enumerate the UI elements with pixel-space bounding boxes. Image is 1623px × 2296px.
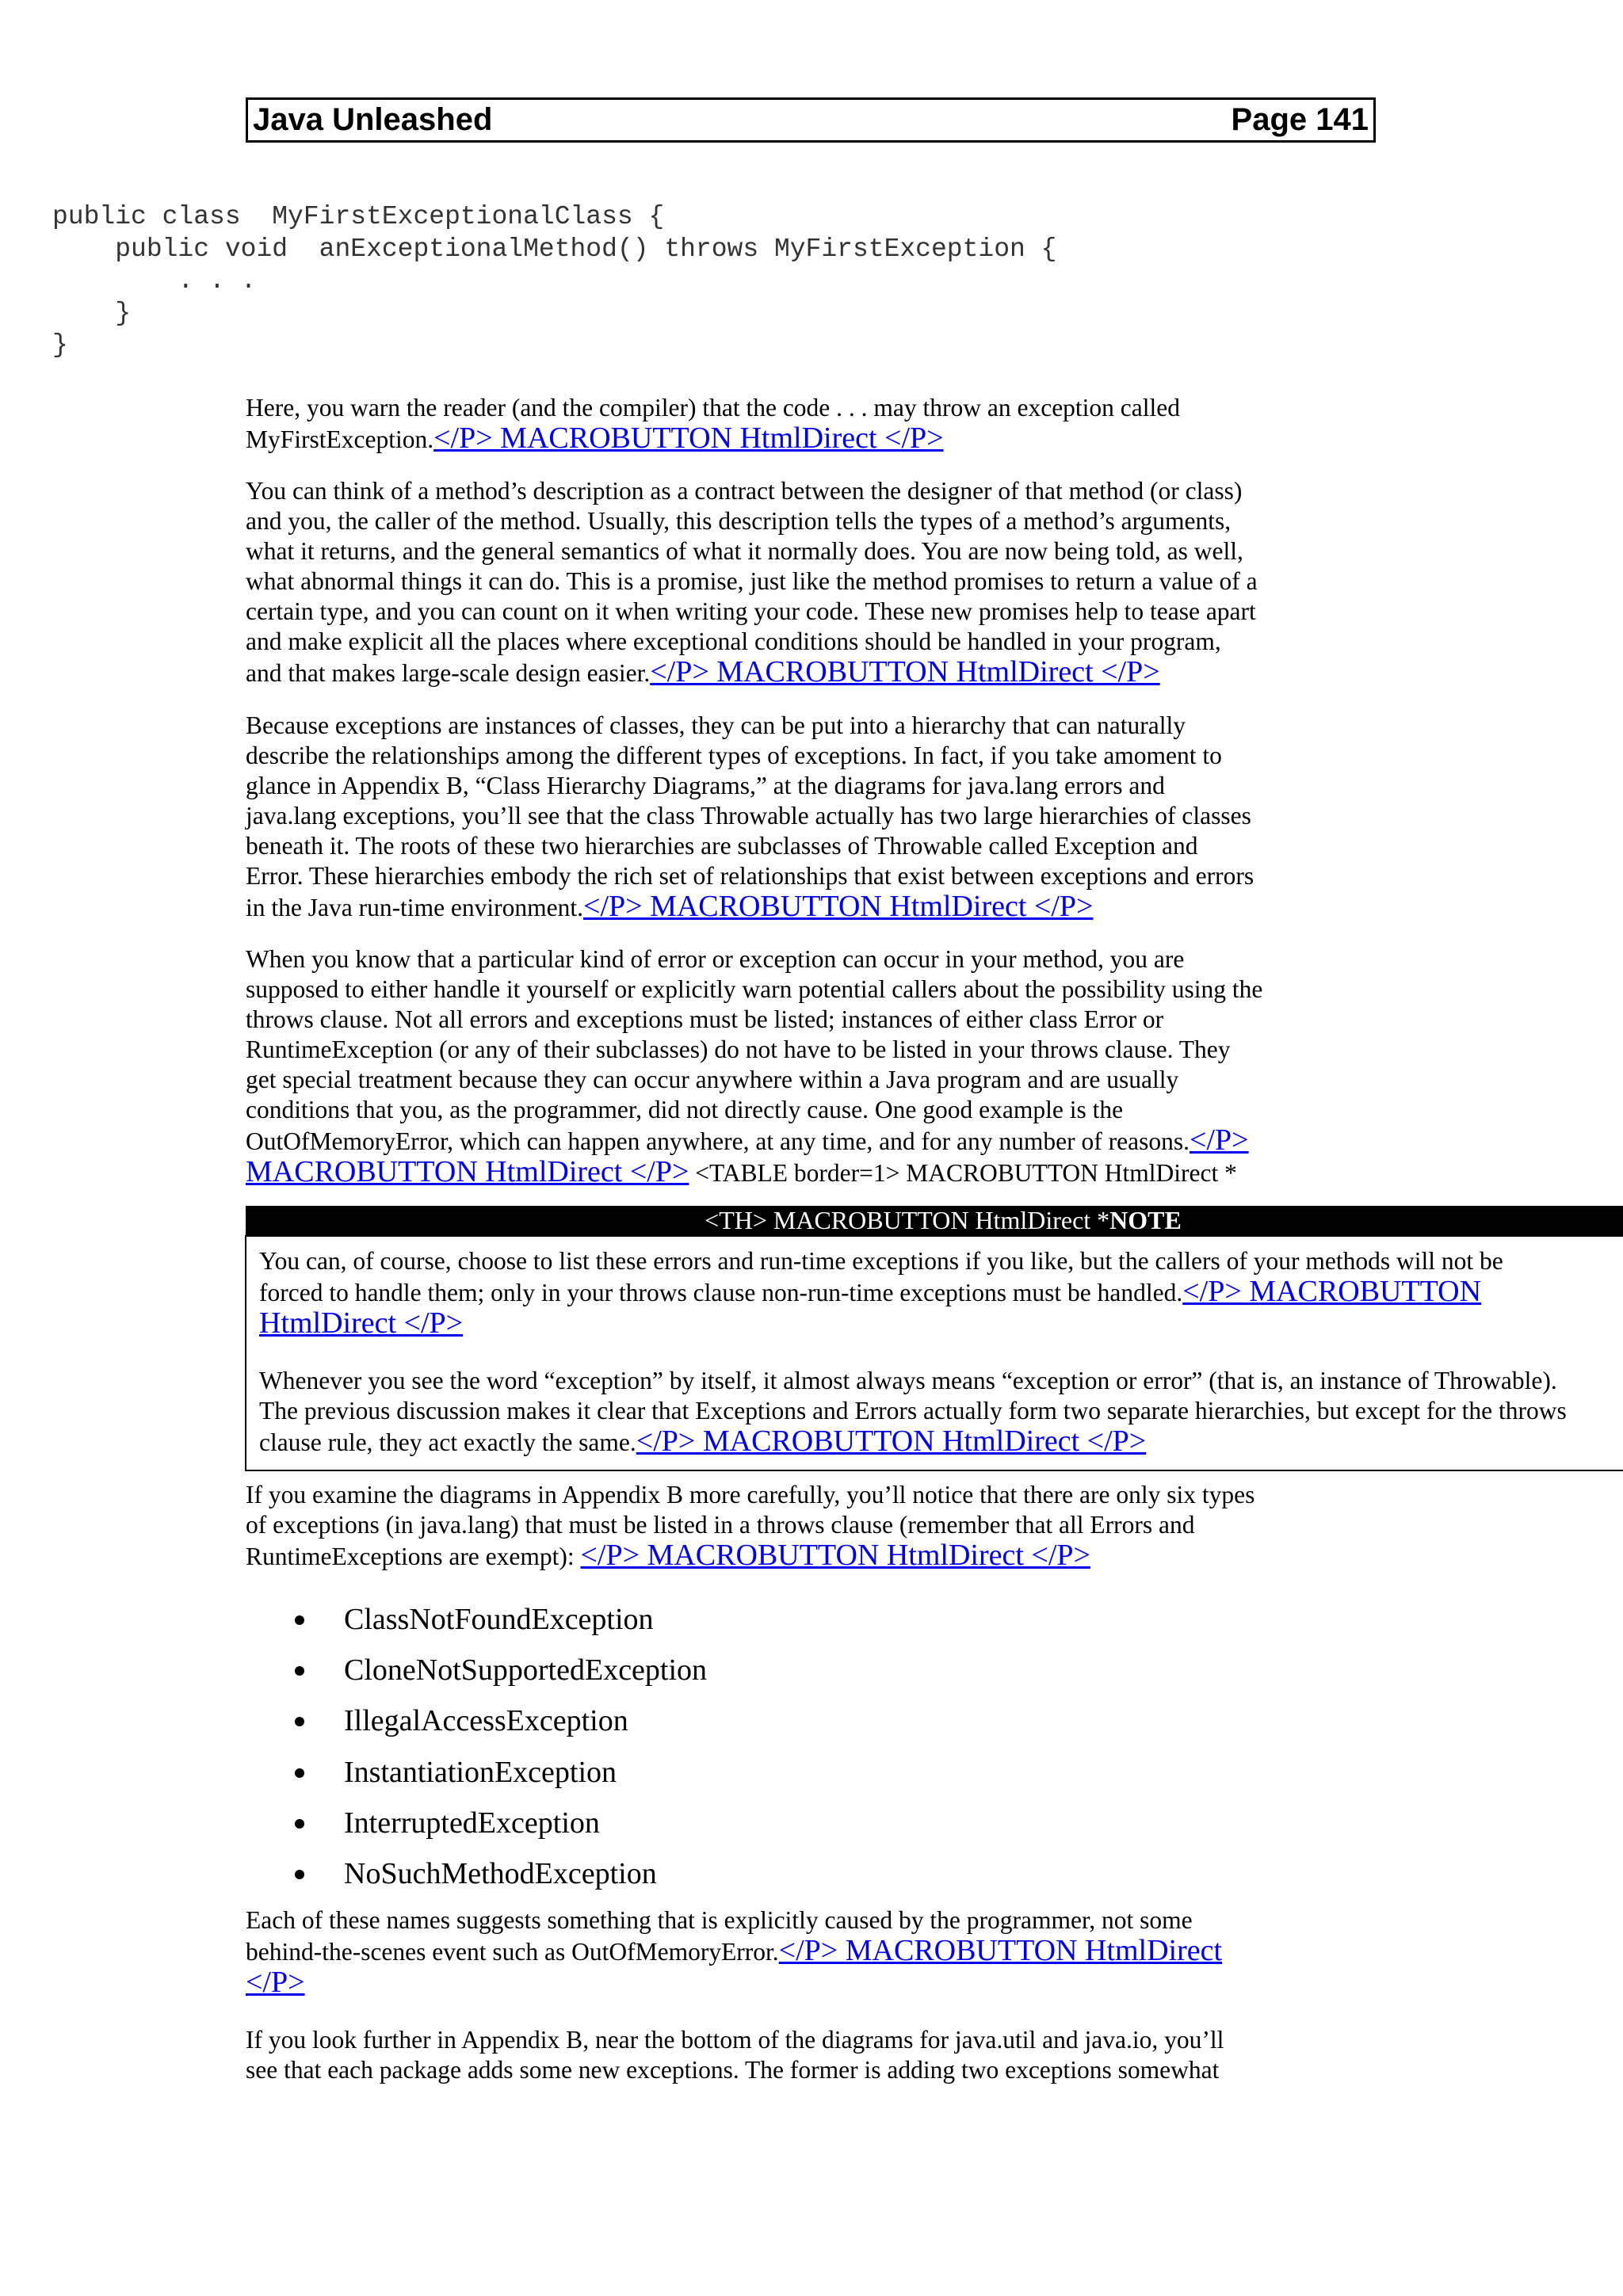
text-line: and you, the caller of the method. Usually, this description tells the types of a method’s arguments, xyxy=(246,507,1232,535)
note-paragraph-1 xyxy=(259,1246,1503,1340)
paragraph-1 xyxy=(246,393,1180,455)
page-header xyxy=(246,97,1376,143)
text-line: glance in Appendix B, “Class Hierarchy Diagrams,” at the diagrams for java.lang errors and xyxy=(246,772,1165,799)
text-line: forced to handle them; only in your throws clause non-run-time exceptions must be handled. xyxy=(259,1279,1183,1306)
text-line: You can, of course, choose to list these errors and run-time exceptions if you like, but the callers of your methods will not be xyxy=(259,1247,1503,1275)
list-item: CloneNotSupportedException xyxy=(295,1645,707,1695)
macrobutton-link[interactable]: </P> MACROBUTTON HtmlDirect </P> xyxy=(650,655,1160,688)
text-line: The previous discussion makes it clear that Exceptions and Errors actually form two separate hierarchies, but except for the throws xyxy=(259,1397,1567,1425)
text-line: OutOfMemoryError, which can happen anywhere, at any time, and for any number of reasons. xyxy=(246,1127,1190,1155)
list-item: InterruptedException xyxy=(295,1798,707,1848)
text-line: supposed to either handle it yourself or explicitly warn potential callers about the possibility using the xyxy=(246,975,1263,1003)
code-block: public class MyFirstExceptionalClass { public void anExceptionalMethod() throws MyFirstException { . . . } } xyxy=(52,202,1057,360)
text-line: Here, you warn the reader (and the compiler) that the code . . . may throw an exception called xyxy=(246,394,1181,421)
text-line: beneath it. The roots of these two hierarchies are subclasses of Throwable called Exception and xyxy=(246,832,1198,860)
paragraph-7 xyxy=(246,2025,1224,2085)
macrobutton-link[interactable]: </P> MACROBUTTON HtmlDirect </P> xyxy=(580,1539,1090,1572)
list-item: NoSuchMethodException xyxy=(295,1848,707,1899)
text-line: throws clause. Not all errors and exceptions must be listed; instances of either class Error or xyxy=(246,1005,1164,1033)
list-item: IllegalAccessException xyxy=(295,1695,707,1746)
text-line: If you examine the diagrams in Appendix B more carefully, you’ll notice that there are only six types xyxy=(246,1481,1255,1508)
paragraph-3 xyxy=(246,711,1254,923)
paragraph-6 xyxy=(246,1905,1222,1999)
macrobutton-link[interactable]: </P> MACROBUTTON HtmlDirect </P> xyxy=(433,421,944,455)
note-header-prefix: <TH> MACROBUTTON HtmlDirect * xyxy=(705,1206,1110,1234)
text-line: behind-the-scenes event such as OutOfMemoryError. xyxy=(246,1938,779,1966)
text-line: MyFirstException. xyxy=(246,425,434,453)
text-line: Each of these names suggests something that is explicitly caused by the programmer, not some xyxy=(246,1906,1193,1934)
text-line: clause rule, they act exactly the same. xyxy=(259,1428,636,1456)
text-line: Because exceptions are instances of classes, they can be put into a hierarchy that can naturally xyxy=(246,711,1186,739)
text-line: see that each package adds some new exceptions. The former is adding two exceptions somewhat xyxy=(246,2056,1220,2084)
paragraph-2 xyxy=(246,476,1258,688)
macrobutton-link[interactable]: </P> MACROBUTTON HtmlDirect </P> xyxy=(583,890,1094,923)
text-line: If you look further in Appendix B, near the bottom of the diagrams for java.util and java.io, you’ll xyxy=(246,2026,1224,2054)
macrobutton-link[interactable]: HtmlDirect </P> xyxy=(259,1306,464,1340)
note-box xyxy=(245,1235,1623,1471)
macrobutton-link[interactable]: MACROBUTTON HtmlDirect </P> xyxy=(246,1155,689,1188)
text-line: RuntimeException (or any of their subclasses) do not have to be listed in your throws clause. They xyxy=(246,1035,1231,1063)
text-line: Error. These hierarchies embody the rich set of relationships that exist between exceptions and errors xyxy=(246,862,1254,890)
text-line: Whenever you see the word “exception” by itself, it almost always means “exception or error” (that is, an instance of Throwable). xyxy=(259,1367,1557,1394)
macrobutton-link[interactable]: </P> xyxy=(246,1966,305,1999)
text-line: of exceptions (in java.lang) that must be listed in a throws clause (remember that all Errors and xyxy=(246,1511,1195,1539)
paragraph-5 xyxy=(246,1480,1254,1572)
text-line: When you know that a particular kind of error or exception can occur in your method, you are xyxy=(246,945,1185,973)
text-line: and that makes large-scale design easier. xyxy=(246,659,651,687)
text-line: java.lang exceptions, you’ll see that the class Throwable actually has two large hierarchies of classes xyxy=(246,802,1251,830)
note-header xyxy=(246,1206,1623,1235)
macrobutton-link[interactable]: </P> MACROBUTTON HtmlDirect xyxy=(778,1934,1223,1967)
list-item: ClassNotFoundException xyxy=(295,1594,707,1645)
text-line: what abnormal things it can do. This is a promise, just like the method promises to return a value of a xyxy=(246,567,1258,595)
list-item: InstantiationException xyxy=(295,1747,707,1798)
note-paragraph-2 xyxy=(259,1366,1567,1458)
book-title: Java Unleashed xyxy=(253,102,493,137)
table-markup-text: <TABLE border=1> MACROBUTTON HtmlDirect * xyxy=(695,1159,1237,1187)
text-line: and make explicit all the places where exceptional conditions should be handled in your program, xyxy=(246,627,1221,655)
page-number: Page 141 xyxy=(1231,102,1369,137)
text-line: in the Java run-time environment. xyxy=(246,894,584,921)
macrobutton-link[interactable]: </P> MACROBUTTON HtmlDirect </P> xyxy=(636,1425,1147,1458)
text-line: You can think of a method’s description as a contract between the designer of that method (or class) xyxy=(246,477,1243,505)
paragraph-4 xyxy=(246,944,1262,1188)
text-line: conditions that you, as the programmer, did not directly cause. One good example is the xyxy=(246,1096,1124,1123)
text-line: certain type, and you can count on it when writing your code. These new promises help to tease apart xyxy=(246,597,1256,625)
text-line: what it returns, and the general semantics of what it normally does. You are now being told, as well, xyxy=(246,537,1243,565)
text-line: describe the relationships among the different types of exceptions. In fact, if you take amoment to xyxy=(246,742,1222,769)
text-line: RuntimeExceptions are exempt): xyxy=(246,1543,581,1570)
macrobutton-link[interactable]: </P> xyxy=(1189,1123,1249,1157)
exception-list xyxy=(295,1594,707,1899)
note-label: NOTE xyxy=(1109,1206,1182,1234)
text-line: get special treatment because they can occur anywhere within a Java program and are usually xyxy=(246,1066,1179,1093)
macrobutton-link[interactable]: </P> MACROBUTTON xyxy=(1182,1275,1482,1308)
